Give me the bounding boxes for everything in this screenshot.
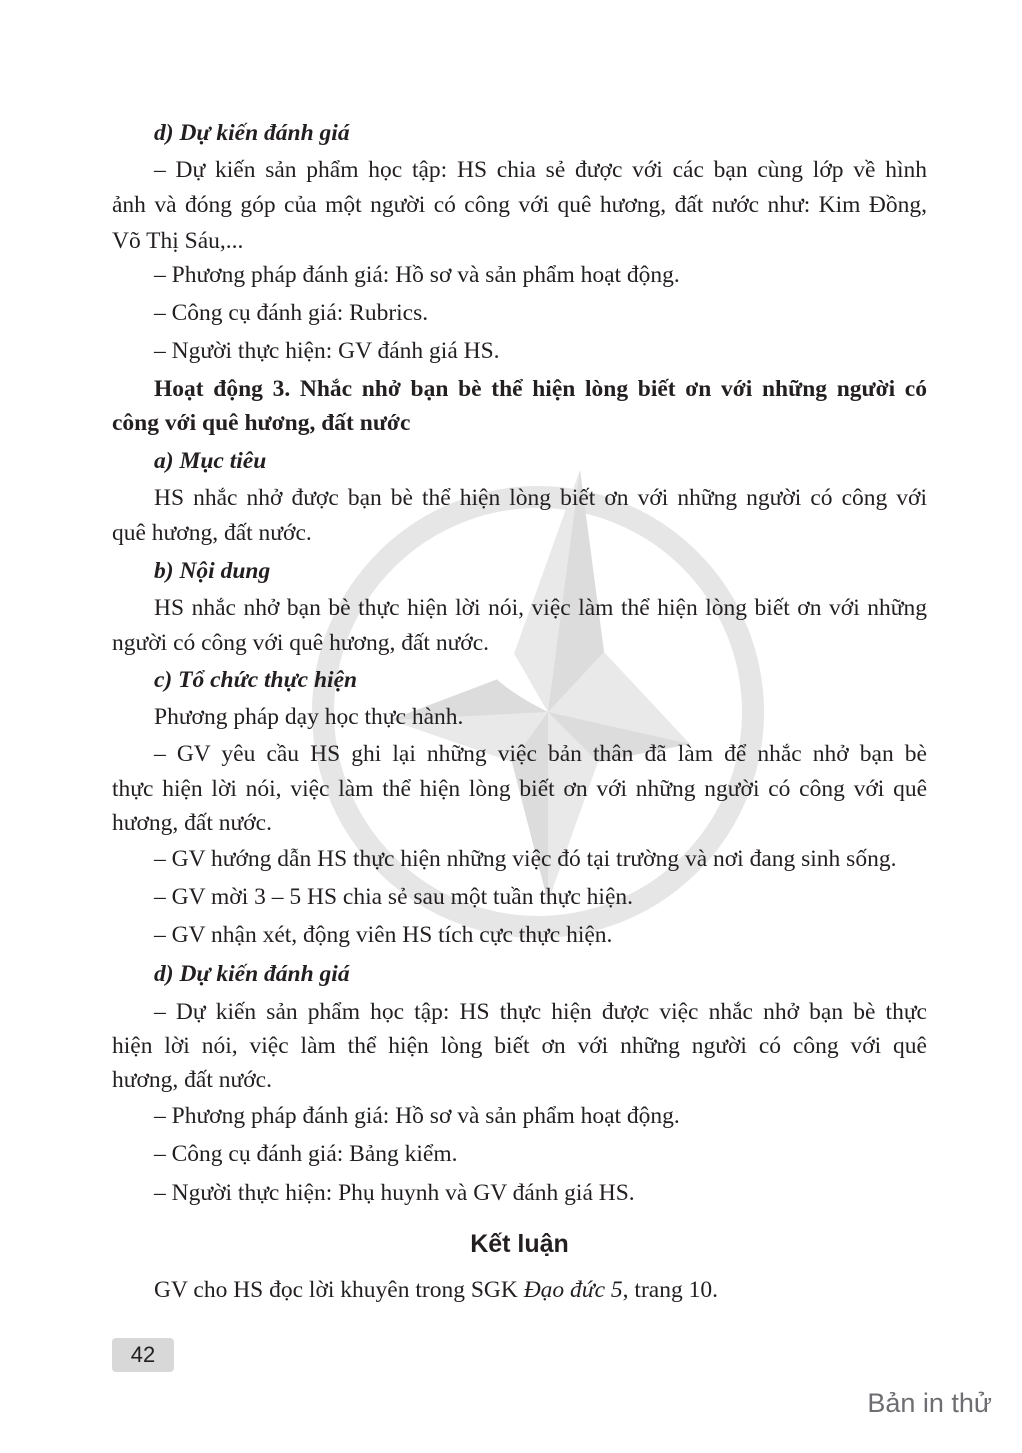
conclusion-heading: Kết luận [470, 1230, 569, 1258]
section-heading-organization: c) Tổ chức thực hiện [154, 667, 358, 693]
paragraph-line: – Người thực hiện: GV đánh giá HS. [154, 338, 500, 364]
paragraph-line: – Phương pháp đánh giá: Hồ sơ và sản phẩm hoạt động. [154, 262, 680, 288]
paragraph-line: – GV yêu cầu HS ghi lại những việc bản thân đã làm để nhắc nhở bạn bè [154, 741, 927, 767]
paragraph-line: – GV mời 3 – 5 HS chia sẻ sau một tuần thực hiện. [154, 884, 634, 910]
conclusion-text [112, 1273, 927, 1307]
page-number: 42 [112, 1338, 174, 1372]
paragraph-line: – Công cụ đánh giá: Rubrics. [154, 300, 429, 326]
paragraph-line: Võ Thị Sáu,... [112, 228, 244, 254]
section-heading-assessment: d) Dự kiến đánh giá [154, 961, 350, 987]
paragraph-line: – GV nhận xét, động viên HS tích cực thực hiện. [154, 922, 613, 948]
paragraph-line: Phương pháp dạy học thực hành. [154, 704, 464, 730]
paragraph-line: hiện lời nói, việc làm thể hiện lòng biết ơn với những người có công với quê [112, 1033, 927, 1059]
draft-label: Bản in thử [867, 1388, 992, 1418]
paragraph-line: hương, đất nước. [112, 1067, 272, 1093]
paragraph-line: thực hiện lời nói, việc làm thể hiện lòng biết ơn với những người có công với quê [112, 776, 927, 802]
conclusion-text-start: GV cho HS đọc lời khuyên trong SGK [154, 1277, 524, 1303]
paragraph-line: – Người thực hiện: Phụ huynh và GV đánh giá HS. [154, 1180, 635, 1206]
section-heading-assessment: d) Dự kiến đánh giá [154, 120, 350, 146]
paragraph-line: hương, đất nước. [112, 810, 272, 836]
activity-title: Hoạt động 3. Nhắc nhở bạn bè thể hiện lòng biết ơn với những người có [154, 376, 927, 402]
paragraph-line: người có công với quê hương, đất nước. [112, 630, 490, 656]
paragraph-line: HS nhắc nhở bạn bè thực hiện lời nói, việc làm thể hiện lòng biết ơn với những [154, 595, 927, 621]
paragraph-line: – Dự kiến sản phẩm học tập: HS thực hiện được việc nhắc nhở bạn bè thực [154, 999, 927, 1025]
activity-title: công với quê hương, đất nước [112, 410, 411, 436]
conclusion-text-end: , trang 10. [622, 1277, 718, 1303]
section-heading-objective: a) Mục tiêu [154, 448, 267, 474]
section-heading-content: b) Nội dung [154, 558, 271, 584]
paragraph-line: – Công cụ đánh giá: Bảng kiểm. [154, 1141, 458, 1167]
book-title: Đạo đức 5 [523, 1277, 623, 1303]
paragraph-line: quê hương, đất nước. [112, 520, 312, 546]
paragraph-line: HS nhắc nhở được bạn bè thể hiện lòng biết ơn với những người có công với [154, 485, 927, 511]
paragraph-line: – Phương pháp đánh giá: Hồ sơ và sản phẩm hoạt động. [154, 1103, 680, 1129]
paragraph-line: – GV hướng dẫn HS thực hiện những việc đó tại trường và nơi đang sinh sống. [154, 846, 897, 872]
paragraph-line: – Dự kiến sản phẩm học tập: HS chia sẻ được với các bạn cùng lớp về hình [154, 157, 927, 183]
paragraph-line: ảnh và đóng góp của một người có công với quê hương, đất nước như: Kim Đồng, [112, 192, 927, 218]
